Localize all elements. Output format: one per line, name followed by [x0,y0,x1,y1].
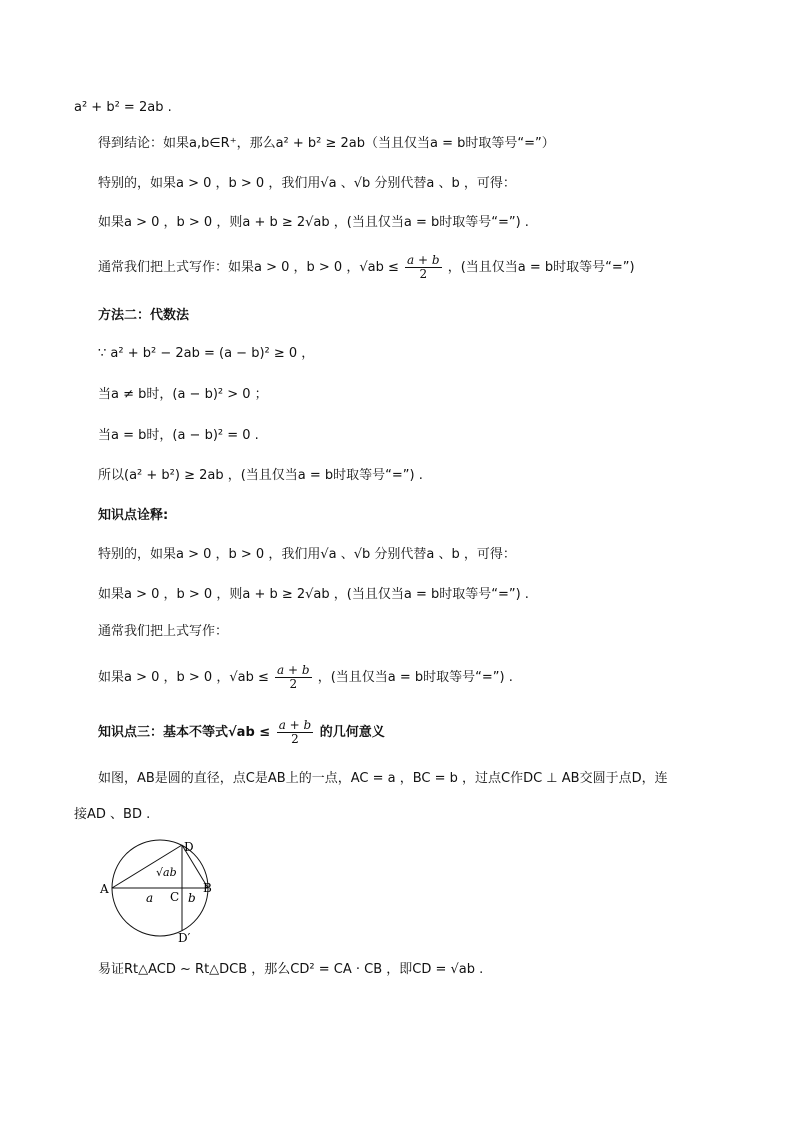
algebra-line-3: 当a = b时，(a − b)² = 0 . [98,428,259,443]
explanation-line-2: 如果a > 0 ，b > 0 ，则a + b ≥ 2√ab ，(当且仅当a = b时取等号“=”) . [98,587,529,602]
label-a-point: A [100,882,109,896]
algebra-line-1: ∵ a² + b² − 2ab = (a − b)² ≥ 0 ， [98,346,315,361]
section-heading-explanation: 知识点诠释: [98,508,169,523]
explanation-line-3: 通常我们把上式写作： [98,624,229,639]
conclusion-line: 得到结论：如果a,b∈R⁺，那么a² + b² ≥ 2ab（当且仅当a = b时取等号“=”） [98,136,555,151]
label-b-point: B [203,881,212,895]
label-c-point: C [170,890,180,904]
explanation-text: 如果a > 0 ，b > 0 ，√ab ≤ [98,670,269,685]
fraction-numerator: a + b [407,253,440,267]
explanation-line-1: 特别的，如果a > 0 ，b > 0 ，我们用√a 、√b 分别代替a 、b ，可得： [98,547,516,562]
algebra-line-2: 当a ≠ b时，(a − b)² > 0 ； [98,387,268,402]
section-heading-method-two: 方法二：代数法 [98,308,190,323]
proof-line: 易证Rt△ACD ~ Rt△DCB ，那么CD² = CA · CB ，即CD = √ab . [98,962,484,977]
label-b-length: b [188,891,196,905]
geometry-description-line-2: 接AD 、BD . [74,807,151,822]
usual-form-condition: ，(当且仅当a = b时取等号“=”) [447,260,635,275]
geometry-heading-suffix: 的几何意义 [319,725,385,740]
usual-form-text: 通常我们把上式写作：如果a > 0 ，b > 0 ，√ab ≤ [98,260,399,275]
fraction-denominator: 2 [419,267,428,281]
explanation-condition: ，(当且仅当a = b时取等号“=”) . [317,670,513,685]
algebra-line-4: 所以(a² + b²) ≥ 2ab ，(当且仅当a = b时取等号“=”) . [98,468,423,483]
fraction-numerator: a + b [277,663,310,677]
label-a-length: a [146,891,154,905]
special-case-line: 特别的，如果a > 0 ，b > 0 ，我们用√a 、√b 分别代替a 、b ，可得： [98,176,516,191]
inequality-line: 如果a > 0 ，b > 0 ，则a + b ≥ 2√ab ，(当且仅当a = b时取等号“=”) . [98,215,529,230]
fraction-denominator: 2 [289,677,298,691]
fraction-denominator: 2 [291,732,299,746]
geometry-heading-text: 知识点三：基本不等式√ab ≤ [98,725,271,740]
geometry-description-line-1: 如图，AB是圆的直径，点C是AB上的一点，AC = a ，BC = b ，过点C作DC ⊥ AB交圆于点D，连 [98,771,668,786]
equation-line: a² + b² = 2ab . [74,100,172,115]
label-d-point: D [184,840,194,854]
fraction-numerator: a + b [278,718,312,732]
label-d-prime-point: D′ [178,931,191,945]
label-sqrt-ab: √ab [156,866,177,879]
